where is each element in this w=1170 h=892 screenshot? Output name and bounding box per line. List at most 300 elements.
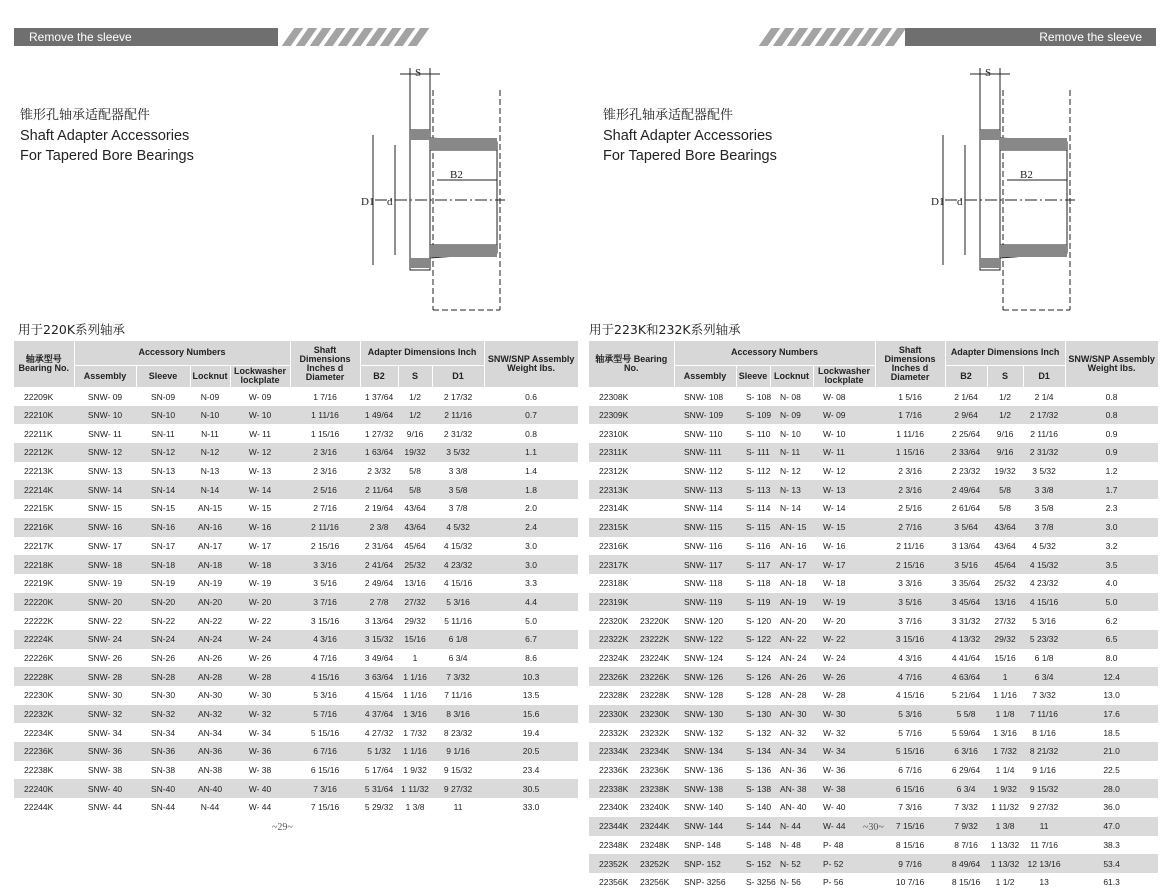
table-row [14, 779, 578, 798]
table-cell: 3.5 [1065, 555, 1158, 574]
table-cell: S- 126 [736, 667, 770, 686]
table-cell: 17.6 [1065, 705, 1158, 724]
table-cell: SNW- 44 [87, 802, 123, 813]
table-cell [630, 443, 674, 462]
table-cell: 5 7/16 [290, 705, 360, 724]
table-cell: N- 09 [770, 406, 813, 425]
table-cell: 2.3 [1105, 503, 1118, 514]
table-cell: 4 23/32 [1029, 578, 1059, 589]
table-row [14, 574, 578, 593]
table-cell: 22311K [589, 443, 630, 462]
table-cell: SN-14 [136, 480, 190, 499]
table-cell: N-13 [200, 466, 220, 477]
table-cell: 25/32 [994, 578, 1016, 589]
table-row [589, 836, 1158, 855]
table-cell: SNW- 120 [684, 615, 724, 626]
header-b2: B2 [945, 365, 987, 387]
table-cell: 2 1/4 [1034, 391, 1054, 402]
table-cell: 43/64 [404, 503, 426, 514]
table-cell: 6 7/16 [898, 765, 922, 776]
table-cell: SNW- 19 [87, 578, 123, 589]
table-cell: W- 13 [813, 480, 875, 499]
table-cell: AN-24 [190, 630, 230, 649]
table-cell: 22213K [24, 466, 54, 477]
table-cell: AN- 20 [780, 615, 807, 626]
table-cell: 4 15/32 [1023, 555, 1065, 574]
table-cell: SNW- 108 [684, 391, 724, 402]
table-cell: SNW- 134 [674, 742, 736, 761]
table-cell: SNP- 152 [674, 854, 736, 873]
table-row [589, 873, 1158, 892]
header-adapter: Adapter Dimensions Inch [945, 341, 1065, 365]
table-row [589, 667, 1158, 686]
table-cell: 4 37/64 [360, 705, 398, 724]
table-cell: SNW- 36 [74, 742, 136, 761]
table-row [589, 611, 1158, 630]
table-cell: W- 17 [813, 555, 875, 574]
table-cell: 1 13/32 [990, 839, 1020, 850]
table-cell: W- 20 [230, 593, 290, 612]
table-cell: 6.2 [1105, 615, 1118, 626]
table-cell: SNW- 113 [674, 480, 736, 499]
table-cell: SN-30 [150, 690, 176, 701]
table-cell: 6 3/4 [945, 779, 987, 798]
table-cell: 23222K [630, 630, 674, 649]
table-cell: 8 21/32 [1023, 742, 1065, 761]
table-cell: 1 1/16 [403, 690, 427, 701]
table-cell: 22322K [589, 630, 630, 649]
d-label: d [387, 196, 393, 208]
table-cell: AN-32 [190, 705, 230, 724]
table-row [14, 443, 578, 462]
table-cell: 2 3/16 [290, 443, 360, 462]
table-cell: SNP- 148 [684, 839, 721, 850]
table-cell: SNW- 22 [87, 615, 123, 626]
table-cell: 22.5 [1103, 765, 1120, 776]
table-cell: 22317K [589, 555, 630, 574]
table-cell: 28.0 [1065, 779, 1158, 798]
table-cell: SN-24 [136, 630, 190, 649]
table-cell: W- 16 [230, 518, 290, 537]
page-number: ~30~ [863, 822, 884, 833]
table-cell: 13.5 [522, 690, 540, 701]
table-cell: 23.4 [522, 765, 540, 776]
table-cell: 5 1/32 [360, 742, 398, 761]
table-cell: S- 114 [746, 503, 771, 514]
table-cell: W- 28 [230, 667, 290, 686]
table-cell: 2 5/16 [290, 480, 360, 499]
header-sleeve: Sleeve [136, 365, 190, 387]
table-cell: AN- 40 [780, 802, 807, 813]
table-cell: 4 7/16 [313, 652, 337, 663]
table-cell: AN-30 [197, 690, 223, 701]
table-row [589, 406, 1158, 425]
table-cell: P- 52 [813, 854, 875, 873]
table-row [14, 649, 578, 668]
table-cell: 1 3/8 [405, 802, 425, 813]
table-cell: 22319K [589, 593, 630, 612]
header-adapter: Adapter Dimensions Inch [360, 341, 484, 365]
table-cell: N- 08 [780, 391, 801, 402]
table-cell: AN- 22 [770, 630, 813, 649]
table-cell: 8 1/16 [1032, 727, 1056, 738]
table-cell: 1 7/16 [875, 406, 945, 425]
table-cell: W- 14 [230, 480, 290, 499]
table-cell: AN- 17 [770, 555, 813, 574]
table-cell: P- 56 [823, 877, 844, 888]
table-row [14, 593, 578, 612]
table-cell: 9 1/16 [1032, 765, 1056, 776]
table-cell: AN-19 [197, 578, 223, 589]
table-cell: 4 15/16 [290, 667, 360, 686]
table-cell: 9 27/32 [432, 779, 484, 798]
table-cell: W- 11 [813, 443, 875, 462]
table-cell [630, 518, 674, 537]
table-cell: 23232K [640, 727, 670, 738]
table-cell: AN-16 [190, 518, 230, 537]
table-cell: 22309K [589, 406, 630, 425]
header-sleeve: Sleeve [736, 365, 770, 387]
table-cell: N- 11 [770, 443, 813, 462]
table-row [589, 630, 1158, 649]
table-cell: 7 3/16 [290, 779, 360, 798]
table-cell: 1 37/64 [364, 391, 394, 402]
table-cell: 2 7/16 [875, 518, 945, 537]
table-cell: W- 15 [813, 518, 875, 537]
table-cell [630, 574, 674, 593]
table-cell: 1 9/32 [403, 765, 427, 776]
table-cell: 1 1/16 [993, 690, 1017, 701]
table-cell: 4 3/16 [290, 630, 360, 649]
table-cell: S- 124 [746, 652, 772, 663]
table-cell: 5 21/64 [951, 690, 981, 701]
table-cell: AN- 16 [780, 540, 807, 551]
table-cell: W- 14 [823, 503, 846, 514]
table-cell: SNW- 117 [674, 555, 736, 574]
table-cell: 22338K [589, 779, 630, 798]
table-row [589, 555, 1158, 574]
table-cell: 18.5 [1103, 727, 1120, 738]
table-cell: S- 132 [746, 727, 772, 738]
table-row [14, 499, 578, 518]
table-cell: 20.5 [484, 742, 578, 761]
table-cell: 7 3/16 [898, 802, 922, 813]
table-cell: AN- 38 [770, 779, 813, 798]
table-cell: S- 134 [736, 742, 770, 761]
table-cell: P- 48 [823, 839, 844, 850]
table-cell: 2 41/64 [360, 555, 398, 574]
table-cell: 22312K [599, 466, 629, 477]
table-cell: 15.6 [484, 705, 578, 724]
table-cell: 1 1/2 [995, 877, 1015, 888]
table-row [14, 705, 578, 724]
table-cell: 23252K [630, 854, 674, 873]
table-cell: AN- 28 [780, 690, 807, 701]
b2-label: B2 [450, 169, 463, 181]
table-row [589, 537, 1158, 556]
table-cell: SNP- 3256 [684, 877, 726, 888]
table-row [589, 686, 1158, 705]
table-cell: 4 3/16 [898, 652, 922, 663]
table-row [589, 387, 1158, 406]
adapter-sleeve-diagram [925, 60, 1080, 320]
page-left [0, 0, 585, 857]
table-cell: 27/32 [994, 615, 1016, 626]
table-cell: 5 3/16 [432, 593, 484, 612]
table-cell: 22314K [599, 503, 629, 514]
table-cell: SNW- 14 [74, 480, 136, 499]
header-weight: SNW/SNP Assembly Weight lbs. [1065, 341, 1158, 387]
series-title: 用于220K系列轴承 [18, 322, 126, 337]
table-cell: 22226K [24, 652, 54, 663]
table-row [589, 723, 1158, 742]
table-cell: 1 49/64 [360, 406, 398, 425]
table-cell: W- 26 [248, 652, 272, 663]
table-cell: 5 31/64 [360, 779, 398, 798]
header-bearing: 轴承型号 Bearing No. [589, 341, 674, 387]
table-cell: 22328K [599, 690, 629, 701]
table-body [589, 387, 1158, 892]
table-cell: 1 1/4 [995, 765, 1015, 776]
table-cell: 19.4 [522, 727, 540, 738]
header-d1: D1 [1023, 365, 1065, 387]
table-cell: 45/64 [404, 540, 426, 551]
table-cell: 4 15/16 [443, 578, 473, 589]
table-cell: 43/64 [398, 518, 432, 537]
table-cell: 7 15/16 [310, 802, 340, 813]
table-cell: W- 17 [248, 540, 272, 551]
table-cell: W- 30 [813, 705, 875, 724]
table-row [14, 630, 578, 649]
table-cell: 29/32 [404, 615, 426, 626]
header-shaft: Shaft Dimensions Inches d Diameter [290, 341, 360, 387]
table-cell: 33.0 [522, 802, 540, 813]
table-cell: N-44 [200, 802, 220, 813]
table-cell: 22216K [14, 518, 74, 537]
table-cell: 1 27/32 [364, 428, 394, 439]
table-cell: 3 5/16 [875, 593, 945, 612]
table-cell: 8 49/64 [945, 854, 987, 873]
table-cell: AN- 30 [770, 705, 813, 724]
table-body [14, 387, 578, 817]
table-cell: W- 36 [823, 765, 846, 776]
table-cell: AN-36 [190, 742, 230, 761]
table-cell: 7 3/32 [954, 802, 978, 813]
table-cell: 3 7/16 [290, 593, 360, 612]
table-cell: 23240K [640, 802, 670, 813]
table-row [589, 518, 1158, 537]
table-cell: 3 3/16 [290, 555, 360, 574]
table-cell: 5 15/16 [310, 727, 340, 738]
table-cell: 22344K [589, 817, 630, 836]
table-cell: SNW- 111 [674, 443, 736, 462]
table-cell: SNW- 18 [74, 555, 136, 574]
table-cell: AN-26 [197, 652, 223, 663]
table-cell: 22326K [589, 667, 630, 686]
table-cell: 2 11/16 [432, 406, 484, 425]
table-cell: 1 3/8 [987, 817, 1023, 836]
table-cell: N-11 [201, 428, 219, 439]
table-row [589, 761, 1158, 780]
table-cell: 3 5/64 [945, 518, 987, 537]
table-cell: W- 09 [248, 391, 272, 402]
table-cell: 2 49/64 [364, 578, 394, 589]
header-bearing: 轴承型号 Bearing No. [14, 341, 74, 387]
table-cell [630, 499, 674, 518]
table-cell: 1 11/16 [896, 428, 924, 439]
table-cell: S- 122 [736, 630, 770, 649]
table-cell: SNW- 40 [74, 779, 136, 798]
table-cell: 22238K [24, 765, 54, 776]
table-cell: 5/8 [987, 480, 1023, 499]
table-cell: 0.8 [525, 428, 537, 439]
table-cell: SNW- 12 [74, 443, 136, 462]
table-cell: 7 3/32 [432, 667, 484, 686]
table-cell: S- 108 [746, 391, 772, 402]
table-cell: SN-12 [136, 443, 190, 462]
title-english-line1: Shaft Adapter Accessories [603, 128, 773, 144]
table-cell: 36.0 [1103, 802, 1120, 813]
table-row [589, 593, 1158, 612]
table-cell: 19/32 [994, 466, 1016, 477]
table-cell: S- 113 [736, 480, 770, 499]
table-row [589, 649, 1158, 668]
table-cell: 4 5/32 [432, 518, 484, 537]
table-cell: 3 3/8 [1023, 480, 1065, 499]
table-cell: 22244K [24, 802, 54, 813]
table-cell: S- 115 [736, 518, 770, 537]
table-cell: W- 10 [823, 428, 846, 439]
table-cell: 3 35/64 [951, 578, 981, 589]
section-banner [585, 28, 1170, 46]
table-cell: 22332K [599, 727, 629, 738]
table-cell: S- 138 [736, 779, 770, 798]
table-cell: SNW- 128 [684, 690, 724, 701]
table-cell: 1.2 [1105, 466, 1118, 477]
table-cell: 2 31/32 [443, 428, 473, 439]
title-english-line1: Shaft Adapter Accessories [20, 128, 190, 144]
table-cell: 3 13/64 [951, 540, 981, 551]
d-label: d [957, 196, 963, 208]
table-cell: 13 [1039, 877, 1049, 888]
table-cell: W- 24 [823, 652, 846, 663]
table-cell: 2.0 [525, 503, 537, 514]
table-cell: 6 1/8 [1034, 652, 1054, 663]
table-cell: 1/2 [999, 391, 1011, 402]
table-cell: 1 7/32 [403, 727, 427, 738]
table-cell: 1 1/16 [398, 667, 432, 686]
table-cell: AN- 19 [770, 593, 813, 612]
table-cell: 22334K [589, 742, 630, 761]
table-cell [630, 462, 674, 481]
table-cell: SN-10 [136, 406, 190, 425]
table-row [14, 424, 578, 443]
header-lockwasher: Lockwasher lockplate [813, 365, 875, 387]
table-cell: SNW- 132 [684, 727, 724, 738]
table-cell: 5 23/32 [1023, 630, 1065, 649]
table-cell: 3 5/8 [1034, 503, 1054, 514]
table-row [14, 387, 578, 406]
table-cell: 3.0 [484, 555, 578, 574]
table-cell: AN-22 [197, 615, 223, 626]
table-cell: SNW- 116 [684, 540, 723, 551]
table-cell: SN-44 [150, 802, 176, 813]
table-cell: 2 23/32 [951, 466, 981, 477]
table-cell: 1 13/32 [987, 854, 1023, 873]
b2-label: B2 [1020, 169, 1033, 181]
table-cell: 9 27/32 [1029, 802, 1059, 813]
table-cell: 7 11/16 [1023, 705, 1065, 724]
table-cell: SN-16 [136, 518, 190, 537]
table-cell: 4 63/64 [945, 667, 987, 686]
table-cell: SN-28 [136, 667, 190, 686]
table-cell: 9 15/32 [1023, 779, 1065, 798]
table-cell: 1.4 [525, 466, 537, 477]
table-cell: 2 3/16 [875, 480, 945, 499]
table-cell: SNW- 119 [674, 593, 736, 612]
table-cell: S- 144 [736, 817, 770, 836]
table-cell: 5/8 [398, 480, 432, 499]
table-cell: 0.9 [1065, 443, 1158, 462]
table-cell: SNW- 10 [74, 406, 136, 425]
table-cell: 1.7 [1065, 480, 1158, 499]
table-cell: 4.4 [484, 593, 578, 612]
table-cell: 22232K [14, 705, 74, 724]
header-s: S [398, 365, 432, 387]
table-cell: S- 140 [746, 802, 772, 813]
table-cell: N- 12 [780, 466, 801, 477]
table-cell: AN- 32 [780, 727, 807, 738]
table-cell: 2 3/16 [898, 466, 922, 477]
table-cell: 0.9 [1105, 428, 1118, 439]
table-cell: 22336K [599, 765, 629, 776]
table-cell: 1 7/32 [987, 742, 1023, 761]
table-cell: 22316K [599, 540, 629, 551]
header-assembly: Assembly [74, 365, 136, 387]
table-cell: SNW- 138 [674, 779, 736, 798]
table-row [14, 798, 578, 817]
table-cell: 4 15/32 [443, 540, 473, 551]
series-title: 用于223K和232K系列轴承 [589, 322, 741, 337]
table-cell: 22209K [24, 391, 54, 402]
table-cell: 3 5/32 [1032, 466, 1056, 477]
table-cell: AN- 36 [780, 765, 807, 776]
table-cell [630, 480, 674, 499]
table-cell: 21.0 [1065, 742, 1158, 761]
table-cell: 1/2 [987, 406, 1023, 425]
table-row [14, 667, 578, 686]
table-cell: W- 32 [230, 705, 290, 724]
table-row [589, 705, 1158, 724]
table-cell: 22318K [599, 578, 629, 589]
table-cell: 9/16 [996, 428, 1014, 439]
table-cell: SN-20 [136, 593, 190, 612]
table-cell: 3.2 [1105, 540, 1118, 551]
table-cell: AN- 18 [780, 578, 807, 589]
table-cell [630, 406, 674, 425]
table-cell: N- 14 [780, 503, 801, 514]
table-cell: SNW- 34 [87, 727, 123, 738]
table-cell: 6 15/16 [875, 779, 945, 798]
table-cell: 22212K [14, 443, 74, 462]
table-cell: 3.0 [525, 540, 537, 551]
table-cell: 5/8 [409, 466, 421, 477]
table-cell: 6 29/64 [951, 765, 981, 776]
table-cell: 22352K [589, 854, 630, 873]
table-row [589, 854, 1158, 873]
table-cell: SNW- 30 [87, 690, 123, 701]
table-cell: 2 11/64 [360, 480, 398, 499]
